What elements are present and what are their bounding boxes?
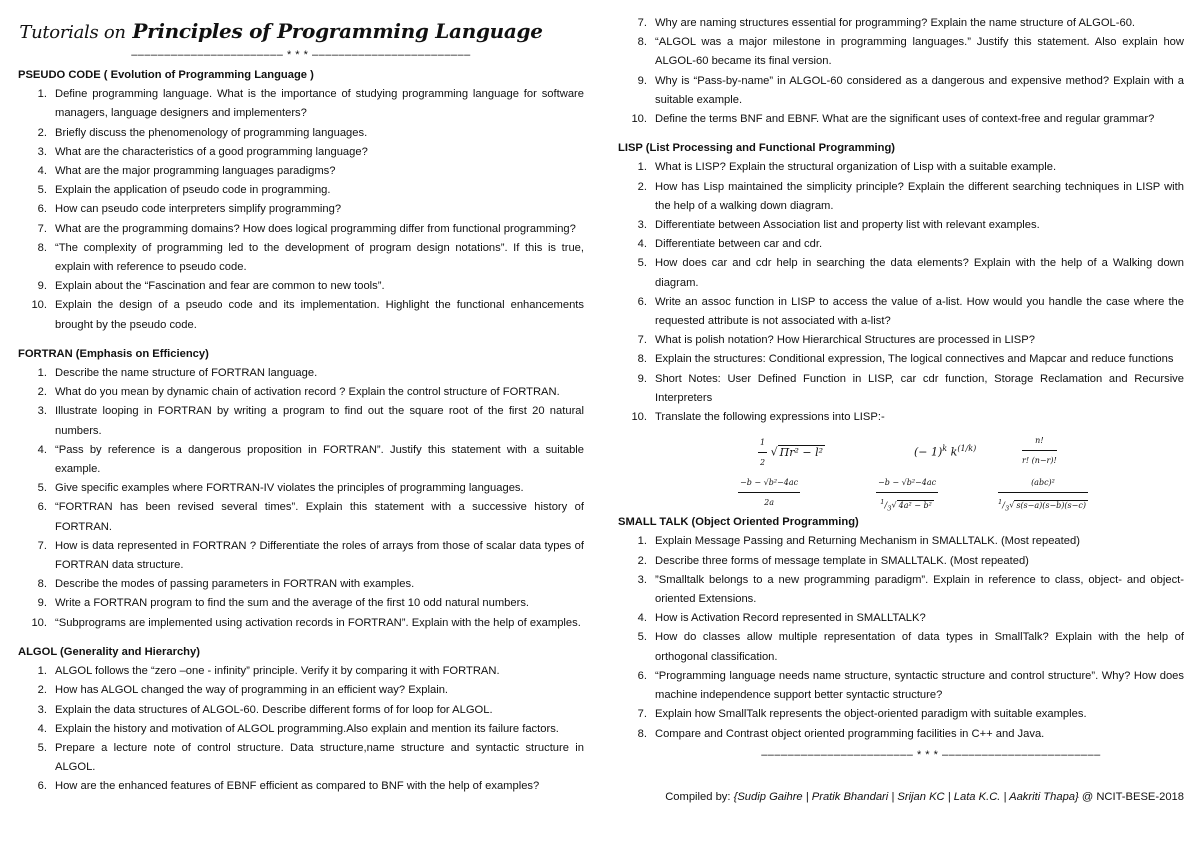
- list-item: [618, 408, 1184, 427]
- list-item: [618, 254, 1184, 292]
- item-number: 3.: [637, 573, 647, 586]
- item-number: 7.: [637, 334, 647, 347]
- math-row-2: [618, 467, 1184, 513]
- math-expr-6: $\frac{\text{(abc)²}}{^1/_3√ s(s-a)(s-b)(s-c)}$: [998, 473, 1088, 519]
- item-text: How do classes allow multiple representation of data types in SmallTalk? Explain with the help of orthogonal classification.: [655, 631, 1184, 663]
- list-item: [618, 705, 1184, 724]
- item-number: 8.: [37, 241, 47, 254]
- list-lisp: [618, 158, 1184, 427]
- list-fortran: [18, 364, 584, 633]
- list-smalltalk: [618, 532, 1184, 743]
- list-item: [18, 383, 584, 402]
- list-item: [18, 85, 584, 123]
- list-item: [18, 296, 584, 334]
- item-text: Explain how SmallTalk represents the object-oriented paradigm with suitable examples.: [655, 708, 1087, 721]
- item-text: “Subprograms are implemented using activation records in FORTRAN”. Explain with the help of examples.: [55, 616, 581, 629]
- item-number: 10.: [31, 616, 47, 629]
- list-item: [618, 293, 1184, 331]
- item-text: Short Notes: User Defined Function in LISP, car cdr function, Storage Reclamation and Recursive Interpreters: [655, 372, 1184, 404]
- item-text: “FORTRAN has been revised several times”. Explain this statement with a successive history of FORTRAN.: [55, 501, 584, 533]
- item-text: Compare and Contrast object oriented programming facilities in C++ and Java.: [655, 727, 1045, 740]
- list-item: [18, 739, 584, 777]
- list-item: [18, 662, 584, 681]
- item-number: 7.: [637, 708, 647, 721]
- item-number: 2.: [37, 126, 47, 139]
- item-number: 8.: [637, 36, 647, 49]
- item-number: 4.: [37, 722, 47, 735]
- item-text: “ALGOL was a major milestone in programming languages.” Justify this statement. Also explain how ALGOL-60 became its final version.: [655, 36, 1184, 68]
- list-item: [18, 701, 584, 720]
- list-item: [618, 667, 1184, 705]
- title-prefix: Tutorials on: [19, 22, 126, 43]
- list-item: [618, 571, 1184, 609]
- math-expr-5: $\frac{\text{−b − √b²−4ac}}{^1/_3√ 4a^2 - b^2}$: [876, 473, 938, 519]
- item-text: What are the characteristics of a good programming language?: [55, 145, 368, 158]
- item-text: What are the programming domains? How does logical programming differ from functional programming?: [55, 222, 576, 235]
- item-text: How has ALGOL changed the way of programming in an efficient way? Explain.: [55, 684, 449, 697]
- list-item: [18, 720, 584, 739]
- item-number: 2.: [37, 386, 47, 399]
- item-text: What is LISP? Explain the structural organization of Lisp with a suitable example.: [655, 161, 1057, 174]
- item-number: 4.: [37, 443, 47, 456]
- list-item: [618, 110, 1184, 129]
- section-heading-lisp: LISP (List Processing and Functional Programming): [618, 142, 896, 155]
- item-number: 4.: [37, 165, 47, 178]
- item-text: Illustrate looping in FORTRAN by writing a program to find out the square root of the first 20 natural numbers.: [55, 405, 584, 437]
- list-item: [18, 594, 584, 613]
- list-item: [618, 609, 1184, 628]
- list-item: [618, 14, 1184, 33]
- list-item: [18, 575, 584, 594]
- item-text: Explain about the “Fascination and fear are common to new tools”.: [55, 280, 385, 293]
- item-text: “Pass by reference is a dangerous proposition in FORTRAN”. Justify this statement with a suitable example.: [55, 443, 584, 476]
- list-item: [618, 370, 1184, 408]
- section-heading-fortran: FORTRAN (Emphasis on Efficiency): [18, 347, 209, 360]
- list-item: [618, 235, 1184, 254]
- item-number: 1.: [637, 161, 647, 174]
- item-text: What is polish notation? How Hierarchical Structures are processed in LISP?: [655, 334, 1035, 347]
- item-number: 4.: [637, 238, 647, 251]
- item-text: How are the enhanced features of EBNF efficient as compared to BNF with the help of examples?: [55, 780, 540, 793]
- math-expr-3: $\frac{n!}{r! (n-r)!}$: [1022, 431, 1057, 470]
- item-text: How can pseudo code interpreters simplify programming?: [55, 203, 342, 216]
- item-number: 9.: [637, 74, 647, 87]
- section-heading-smalltalk: SMALL TALK (Object Oriented Programming): [618, 516, 859, 529]
- item-number: 5.: [37, 482, 47, 495]
- separator: ––––––––––––––––––––––– * * * ––––––––––––––––––––––––: [131, 49, 471, 61]
- item-text: Why is “Pass-by-name” in ALGOL-60 considered as a dangerous and expensive method? Explain with a suitable example.: [655, 74, 1184, 106]
- item-text: Write a FORTRAN program to find the sum and the average of the first 10 odd natural numbers.: [55, 597, 530, 610]
- list-item: [18, 220, 584, 239]
- list-item: [618, 532, 1184, 551]
- list-item: [18, 162, 584, 181]
- item-number: 2.: [37, 684, 47, 697]
- item-number: 3.: [37, 145, 47, 158]
- item-number: 6.: [637, 669, 647, 682]
- item-number: 7.: [637, 17, 647, 29]
- left-column: [18, 0, 584, 797]
- list-item: [18, 498, 584, 536]
- item-number: 9.: [37, 597, 47, 610]
- math-expr-4: $\frac{\text{−b − √b²−4ac}}{2a}$: [738, 473, 800, 512]
- item-text: Differentiate between car and cdr.: [655, 238, 823, 251]
- item-number: 7.: [37, 539, 47, 552]
- item-number: 10.: [631, 411, 647, 424]
- list-algol-part1: [18, 662, 584, 796]
- section-heading-pseudo: PSEUDO CODE ( Evolution of Programming Language ): [18, 69, 314, 81]
- item-text: How does car and cdr help in searching the data elements? Explain with the help of a Walking down diagram.: [655, 257, 1184, 289]
- item-number: 10.: [631, 113, 647, 126]
- item-text: What do you mean by dynamic chain of activation record ? Explain the control structure of FORTRAN.: [55, 386, 560, 399]
- item-number: 6.: [37, 203, 47, 216]
- item-text: Explain Message Passing and Returning Mechanism in SMALLTALK. (Most repeated): [655, 535, 1080, 548]
- title-main: Principles of Programming Language: [132, 19, 543, 43]
- list-item: [18, 614, 584, 633]
- item-number: 6.: [37, 780, 47, 793]
- item-number: 1.: [37, 367, 47, 380]
- list-item: [18, 441, 584, 479]
- item-text: Give specific examples where FORTRAN-IV violates the principles of programming languages.: [55, 482, 524, 495]
- item-text: Define the terms BNF and EBNF. What are the significant uses of context-free and regular grammar?: [655, 113, 1155, 126]
- list-item: [618, 216, 1184, 235]
- list-item: [618, 178, 1184, 216]
- list-item: [18, 143, 584, 162]
- list-item: [618, 725, 1184, 744]
- item-number: 8.: [37, 578, 47, 591]
- math-expr-1: $\frac{1}{2}$ √ Πr² − l²: [758, 433, 825, 472]
- item-text: Explain the design of a pseudo code and its implementation. Highlight the functional enhancements brought by the pseudo code.: [55, 299, 584, 331]
- item-text: Explain the structures: Conditional expression, The logical connectives and Mapcar and reduce functions: [655, 353, 1174, 366]
- item-text: Briefly discuss the phenomenology of programming languages.: [55, 126, 368, 139]
- list-item: [618, 350, 1184, 369]
- list-item: [18, 239, 584, 277]
- item-number: 7.: [37, 222, 47, 235]
- item-text: Prepare a lecture note of control structure. Data structure,name structure and syntactic structure in ALGOL.: [55, 741, 584, 774]
- item-number: 9.: [637, 372, 647, 385]
- list-item: [18, 181, 584, 200]
- item-number: 9.: [37, 280, 47, 293]
- item-number: 5.: [637, 257, 647, 270]
- list-item: [18, 479, 584, 498]
- list-item: [618, 33, 1184, 71]
- separator-bottom: ––––––––––––––––––––––– * * * ––––––––––––––––––––––––: [761, 748, 1101, 761]
- list-item: [18, 777, 584, 796]
- list-item: [618, 628, 1184, 666]
- item-text: Explain the data structures of ALGOL-60. Describe different forms of for loop for ALGOL.: [55, 703, 493, 716]
- section-heading-algol: ALGOL (Generality and Hierarchy): [18, 645, 200, 658]
- item-text: What are the major programming languages paradigms?: [55, 165, 336, 178]
- item-number: 10.: [31, 299, 47, 312]
- item-number: 5.: [637, 631, 647, 644]
- item-text: Why are naming structures essential for programming? Explain the name structure of ALGOL-60.: [655, 17, 1136, 29]
- list-item: [18, 124, 584, 143]
- item-number: 5.: [37, 741, 47, 754]
- item-number: 3.: [37, 405, 47, 418]
- item-number: 4.: [637, 612, 647, 625]
- item-text: “The complexity of programming led to the development of program design notations”. If this is true, explain with reference to pseudo code.: [55, 241, 584, 274]
- list-item: [18, 277, 584, 296]
- item-number: 1.: [637, 535, 647, 548]
- list-item: [18, 537, 584, 575]
- item-text: How has Lisp maintained the simplicity principle? Explain the different searching techniques in LISP with the help of a walking down diagram.: [655, 180, 1184, 212]
- item-text: Translate the following expressions into LISP:-: [655, 411, 885, 424]
- item-number: 1.: [37, 665, 47, 678]
- item-text: “Programming language needs name structure, syntactic structure and control structure”. Why? How does machine independence support better syntactic structure?: [655, 669, 1184, 702]
- item-text: Describe three forms of message template in SMALLTALK. (Most repeated): [655, 554, 1029, 567]
- item-text: Describe the name structure of FORTRAN language.: [55, 367, 318, 380]
- item-number: 3.: [37, 703, 47, 716]
- list-item: [18, 364, 584, 383]
- item-text: Explain the application of pseudo code in programming.: [55, 184, 331, 197]
- list-item: [18, 681, 584, 700]
- item-text: Define programming language. What is the importance of studying programming language for software managers, language designers and implementers?: [55, 88, 584, 120]
- item-number: 3.: [637, 219, 647, 232]
- item-text: ”Smalltalk belongs to a new programming paradigm”. Explain in reference to class, object- and object-oriented Extensions.: [655, 573, 1184, 606]
- item-number: 2.: [637, 180, 647, 193]
- item-text: How is Activation Record represented in SMALLTALK?: [655, 612, 926, 625]
- list-item: [618, 72, 1184, 110]
- list-pseudo: [18, 85, 584, 335]
- document-title: [18, 18, 584, 44]
- item-text: Differentiate between Association list and property list with relevant examples.: [655, 219, 1040, 232]
- list-item: [618, 331, 1184, 350]
- list-item: [18, 200, 584, 219]
- list-algol-part2: [618, 14, 1184, 129]
- list-item: [18, 402, 584, 440]
- item-number: 8.: [637, 727, 647, 740]
- math-expr-2: (− 1)$^k$ $k^{(1/k)}$: [914, 444, 977, 459]
- item-number: 1.: [37, 88, 47, 101]
- item-text: Explain the history and motivation of ALGOL programming.Also explain and mention its failure factors.: [55, 722, 559, 735]
- list-item: [618, 552, 1184, 571]
- item-number: 5.: [37, 184, 47, 197]
- footer-credits: Compiled by: {Sudip Gaihre | Pratik Bhandari | Srijan KC | Lata K.C. | Aakriti Thapa} @ NCIT-BESE-2018: [665, 790, 1184, 803]
- math-row-1: [618, 427, 1184, 467]
- item-text: ALGOL follows the “zero –one - infinity” principle. Verify it by comparing it with FORTRAN.: [55, 665, 500, 678]
- item-number: 6.: [37, 501, 47, 514]
- item-text: Describe the modes of passing parameters in FORTRAN with examples.: [55, 578, 415, 591]
- item-text: Write an assoc function in LISP to access the value of a-list. How would you handle the case where the requested attribute is not associated with a-list?: [655, 295, 1184, 328]
- list-item: [618, 158, 1184, 177]
- item-text: How is data represented in FORTRAN ? Differentiate the roles of arrays from those of scalar data types of FORTRAN data structure.: [55, 539, 584, 572]
- item-number: 6.: [637, 295, 647, 308]
- item-number: 8.: [637, 353, 647, 366]
- right-column: [618, 14, 1184, 807]
- item-number: 2.: [637, 554, 647, 567]
